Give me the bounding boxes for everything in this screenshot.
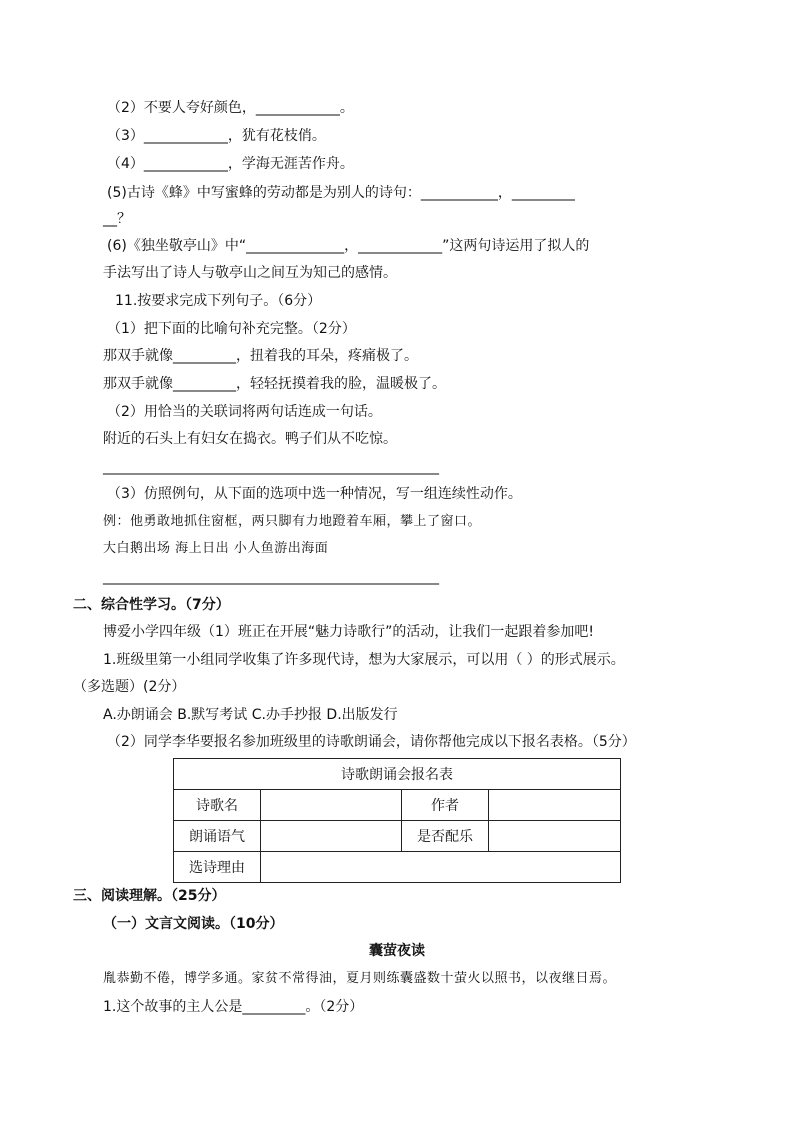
fill-question-4: （4）____________，学海无涯苦作舟。 — [107, 156, 354, 172]
simile-sentence-2: 那双手就像_________，轻轻抚摸着我的脸，温暖极了。 — [103, 376, 446, 392]
fill-question-5-line1: (5)古诗《蜂》中写蜜蜂的劳动都是为别人的诗句：___________，_________ — [107, 185, 575, 201]
passage-text: 胤恭勤不倦，博学多通。家贫不常得油，夏月则练囊盛数十萤火以照书，以夜继日焉。 — [103, 971, 617, 986]
reason-label: 选诗理由 — [174, 852, 261, 883]
passage-title: 囊萤夜读 — [369, 943, 425, 959]
example-sentence: 例：他勇敢地抓住窗框，两只脚有力地蹬着车厢，攀上了窗口。 — [103, 514, 482, 529]
question-11-part3: （3）仿照例句，从下面的选项中选一种情况，写一组连续性动作。 — [107, 486, 522, 502]
author-cell[interactable] — [489, 790, 621, 821]
activity-intro: 博爱小学四年级（1）班正在开展“魅力诗歌行”的活动，让我们一起跟着参加吧! — [103, 624, 595, 640]
answer-choices: A.办朗诵会 B.默写考试 C.办手抄报 D.出版发行 — [103, 707, 398, 723]
reading-tone-cell[interactable] — [261, 821, 402, 852]
author-label: 作者 — [402, 790, 489, 821]
answer-line-1: ________________________________________________ — [103, 459, 439, 475]
reading-question-1: 1.这个故事的主人公是_________。（2分） — [103, 999, 364, 1015]
classical-reading-subheading: （一）文言文阅读。（10分） — [103, 916, 284, 932]
poem-name-cell[interactable] — [261, 790, 402, 821]
signup-form-question: （2）同学李华要报名参加班级里的诗歌朗诵会，请你帮他完成以下报名表格。（5分） — [107, 734, 636, 750]
music-cell[interactable] — [489, 821, 621, 852]
fill-question-6-line1: (6)《独坐敬亭山》中“______________，____________”这两句诗运用了拟人的 — [107, 238, 590, 254]
question-11-part2: （2）用恰当的关联词将两句话连成一句话。 — [107, 404, 382, 420]
fill-question-2: （2）不要人夸好颜色，____________。 — [107, 100, 354, 116]
poem-name-label: 诗歌名 — [174, 790, 261, 821]
section-2-heading: 二、综合性学习。（7分） — [73, 597, 230, 613]
option-list: 大白鹅出场 海上日出 小人鱼游出海面 — [103, 541, 329, 556]
section-3-heading: 三、阅读理解。（25分） — [73, 888, 226, 904]
multi-choice-question-line2: （多选题）(2分） — [73, 679, 186, 695]
fill-question-3: （3）____________，犹有花枝俏。 — [107, 128, 326, 144]
conjunction-sentence: 附近的石头上有妇女在捣衣。鸭子们从不吃惊。 — [103, 431, 397, 447]
signup-form-title: 诗歌朗诵会报名表 — [174, 759, 621, 790]
simile-sentence-1: 那双手就像_________，扭着我的耳朵，疼痛极了。 — [103, 348, 418, 364]
fill-question-6-line2: 手法写出了诗人与敬亭山之间互为知己的感情。 — [103, 265, 397, 281]
fill-question-5-line2: __？ — [103, 211, 131, 227]
signup-form-table — [173, 758, 621, 883]
music-label: 是否配乐 — [402, 821, 489, 852]
multi-choice-question-line1: 1.班级里第一小组同学收集了许多现代诗，想为大家展示，可以用（ ）的形式展示。 — [103, 652, 625, 668]
reason-cell[interactable] — [261, 852, 621, 883]
question-11-part1: （1）把下面的比喻句补充完整。（2分） — [107, 321, 356, 337]
answer-line-2: ________________________________________________ — [103, 569, 439, 585]
question-11-title: 11.按要求完成下列句子。（6分） — [115, 293, 322, 309]
reading-tone-label: 朗诵语气 — [174, 821, 261, 852]
